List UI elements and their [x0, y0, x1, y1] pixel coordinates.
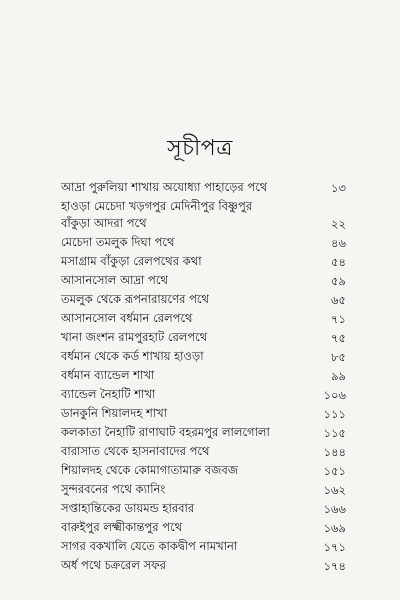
toc-entry: [61, 329, 346, 348]
toc-entry-page: ১১১: [323, 407, 346, 421]
toc-entry: [61, 538, 346, 557]
toc-entry: [61, 234, 346, 253]
toc-entry-page: ৫৪: [331, 255, 346, 269]
toc-entry: [61, 291, 346, 310]
toc-entry-title: বর্ধমান ব্যান্ডেল শাখা: [61, 368, 155, 382]
toc-entry-title: তমলুক থেকে রূপনারায়ণের পথে: [61, 292, 209, 306]
toc-entry-page: ৯৯: [331, 369, 346, 383]
toc-entry-title: ব্যান্ডেল নৈহাটি শাখা: [61, 387, 156, 401]
toc-entry-title: শিয়ালদহ থেকে কোমাগাতামারু বজবজ: [61, 463, 239, 477]
toc-entry-title: সপ্তাহান্তিকের ডায়মন্ড হারবার: [61, 501, 195, 515]
table-of-contents: [61, 179, 346, 576]
toc-entry-page: ১৬৬: [323, 502, 346, 516]
toc-entry-page: ২২: [331, 217, 346, 231]
toc-entry: [61, 310, 346, 329]
toc-entry-page: ৫৯: [331, 274, 346, 288]
toc-entry: [61, 519, 346, 538]
toc-entry-page: ১৬২: [323, 483, 346, 497]
toc-entry-title: আসানসোল বর্ধমান রেলপথে: [61, 311, 193, 325]
toc-entry-title: কলকাতা নৈহাটি রাণাঘাট বহরমপুর লালগোলা: [61, 425, 270, 439]
toc-entry-page: ১৭৪: [323, 559, 346, 573]
toc-entry-page: ১৩: [331, 181, 346, 195]
toc-entry-title: বারাসাত থেকে হাসনাবাদের পথে: [61, 444, 210, 458]
toc-entry: [61, 424, 346, 443]
toc-entry: [61, 500, 346, 519]
toc-entry: [61, 386, 346, 405]
toc-entry-page: ১১৫: [323, 426, 346, 440]
toc-entry-title: সুন্দরবনের পথে ক্যানিং: [61, 482, 166, 496]
toc-entry: [61, 198, 346, 234]
toc-entry: [61, 443, 346, 462]
toc-entry: [61, 462, 346, 481]
toc-entry: [61, 348, 346, 367]
toc-entry-page: ৪৬: [331, 236, 346, 250]
toc-entry-page: ১৪৪: [323, 445, 346, 459]
toc-entry-page: ১৫১: [323, 464, 346, 478]
toc-entry-title: বর্ধমান থেকে কর্ড শাখায় হাওড়া: [61, 349, 204, 363]
toc-entry: [61, 481, 346, 500]
toc-entry-page: ১৬৯: [323, 521, 346, 535]
toc-entry-title: আদ্রা পুরুলিয়া শাখায় অযোধ্যা পাহাড়ের পথে: [61, 180, 268, 194]
toc-entry: [61, 367, 346, 386]
toc-entry-title: হাওড়া মেচেদা খড়গপুর মেদিনীপুর বিষ্ণুপুর বাঁকুড়া আদরা পথে: [61, 199, 253, 230]
toc-entry-title: ডানকুনি শিয়ালদহ শাখা: [61, 406, 168, 420]
page-title: সূচীপত্র: [167, 136, 233, 161]
toc-entry-page: ৭৫: [331, 331, 346, 345]
toc-entry: [61, 405, 346, 424]
toc-entry-title: মেচেদা তমলুক দিঘা পথে: [61, 235, 175, 249]
toc-entry-page: ১০৬: [323, 388, 346, 402]
toc-entry-title: সাগর বকখালি যেতে কাকদ্বীপ নামখানা: [61, 539, 238, 553]
toc-entry-title: বারুইপুর লক্ষ্মীকান্তপুর পথে: [61, 520, 183, 534]
toc-entry-title: মসাগ্রাম বাঁকুড়া রেলপথের কথা: [61, 254, 202, 268]
toc-entry-page: ৭১: [331, 312, 346, 326]
toc-entry-page: ৮৫: [331, 350, 346, 364]
toc-entry-title: আসানসোল আদ্রা পথে: [61, 273, 168, 287]
toc-entry-title: খানা জংশন রামপুরহাট রেলপথে: [61, 330, 208, 344]
toc-entry: [61, 557, 346, 576]
toc-entry-title: অর্ধ পথে চক্ররেল সফর: [61, 558, 166, 572]
toc-entry: [61, 179, 346, 198]
toc-entry: [61, 272, 346, 291]
toc-entry-page: ১৭১: [323, 540, 346, 554]
toc-entry: [61, 253, 346, 272]
toc-entry-page: ৬৫: [331, 293, 346, 307]
